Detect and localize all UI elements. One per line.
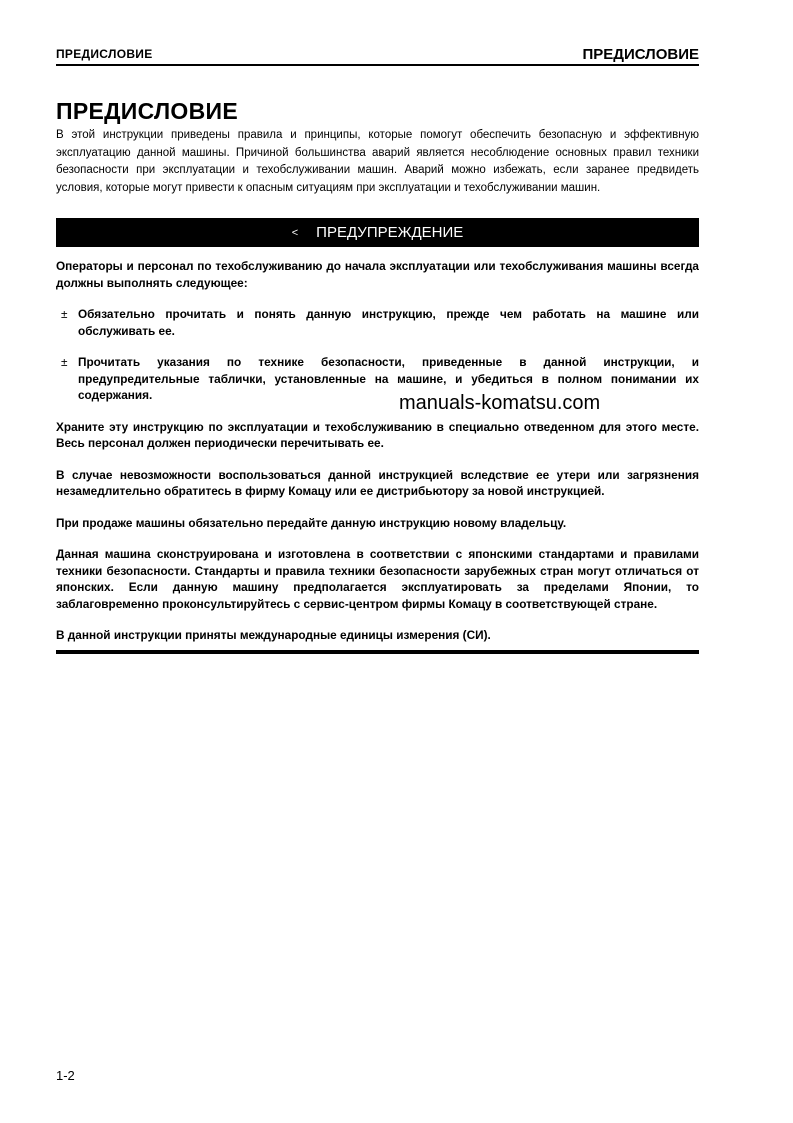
lead-paragraph: Операторы и персонал по техобслуживанию до начала эксплуатации или техобслуживания машины всегда должны выполнять следующее: bbox=[56, 259, 699, 290]
list-item bbox=[56, 306, 699, 339]
header-section-right: ПРЕДИСЛОВИЕ bbox=[582, 46, 699, 63]
list-item bbox=[56, 354, 699, 404]
warning-banner bbox=[56, 218, 699, 247]
section-end-rule bbox=[56, 650, 699, 654]
bullet-list bbox=[56, 306, 699, 404]
list-item-text: Прочитать указания по технике безопасности, приведенные в данной инструкции, и предупредительные таблички, установленные на машине, и убедиться в полном понимании их содержания. bbox=[78, 355, 699, 402]
paragraph-resale: При продаже машины обязательно передайте данную инструкцию новому владельцу. bbox=[56, 515, 567, 530]
watermark: manuals-komatsu.com bbox=[399, 392, 601, 414]
warning-label: ПРЕДУПРЕЖДЕНИЕ bbox=[316, 224, 464, 241]
paragraph-lost-manual: В случае невозможности воспользоваться данной инструкцией вследствие ее утери или загрязнения незамедлительно обратитесь в фирму Комацу или ее дистрибьютору за новой инструкцией. bbox=[56, 467, 699, 498]
bullet-icon: ± bbox=[61, 307, 68, 321]
list-item-text: Обязательно прочитать и понять данную инструкцию, прежде чем работать на машине или обслуживать ее. bbox=[78, 307, 699, 338]
paragraph-standards: Данная машина сконструирована и изготовлена в соответствии с японскими стандартами и правилами техники безопасности. Стандарты и правила техники безопасности зарубежных стран могут отличаться от японских. Если данную машину предполагается эксплуатировать за пределами Японии, то заблаговременно проконсультируйтесь с сервис-центром фирмы Комацу в соответствующей стране. bbox=[56, 547, 699, 611]
running-header bbox=[56, 46, 699, 66]
intro-paragraph: В этой инструкции приведены правила и принципы, которые помогут обеспечить безопасную и эффективную эксплуатацию данной машины. Причиной большинства аварий является несоблюдение основных правил техники безопасности при эксплуатации и техобслуживании машин. Аварий можно избежать, если заранее предвидеть условия, которые могут привести к опасным ситуациям при эксплуатации и техобслуживании машин. bbox=[56, 129, 699, 194]
page-title: ПРЕДИСЛОВИЕ bbox=[56, 98, 238, 124]
paragraph-storage: Храните эту инструкцию по эксплуатации и техобслуживанию в специально отведенном для этого месте. Весь персонал должен периодически перечитывать ее. bbox=[56, 419, 699, 450]
page-number: 1-2 bbox=[56, 1068, 75, 1083]
warning-icon: < bbox=[291, 226, 299, 239]
bullet-icon: ± bbox=[61, 355, 68, 369]
paragraph-units: В данной инструкции приняты международные единицы измерения (СИ). bbox=[56, 628, 491, 642]
header-section-left: ПРЕДИСЛОВИЕ bbox=[56, 47, 153, 61]
warning-content bbox=[56, 258, 699, 659]
